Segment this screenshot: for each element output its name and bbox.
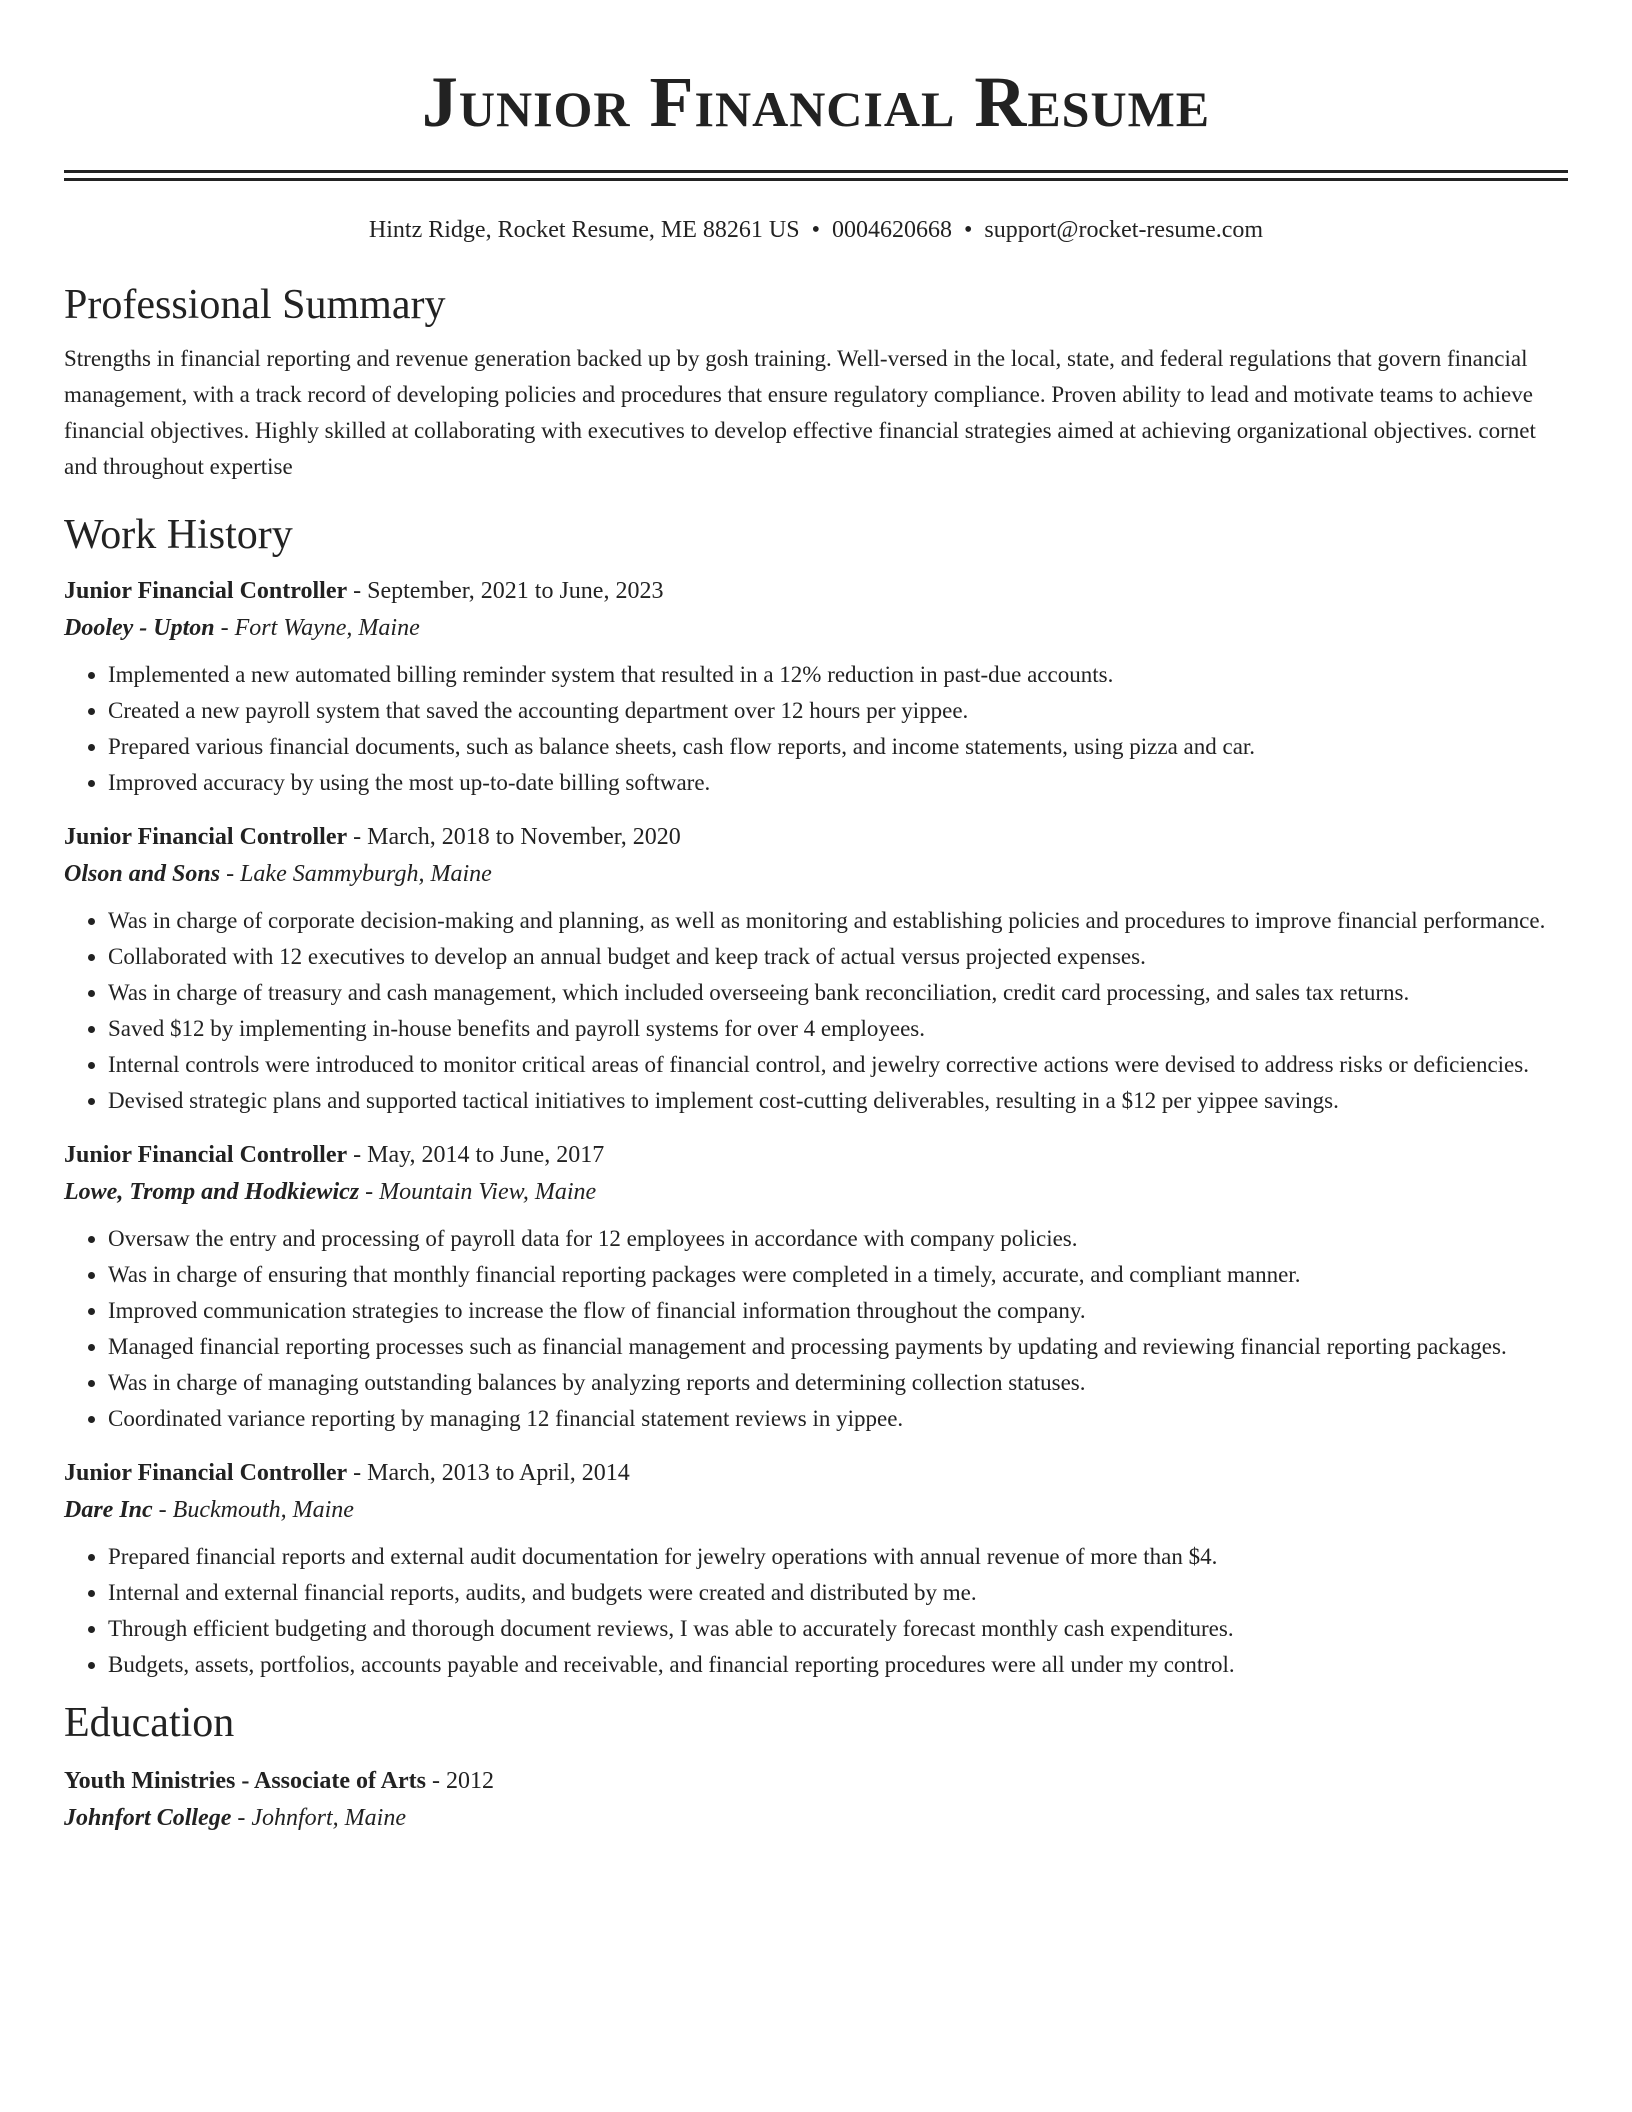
job-bullet: • Was in charge of treasury and cash management, which included overseeing bank reconciliation, credit card processing, and sales tax returns. — [108, 975, 1568, 1011]
job-entry — [64, 819, 1568, 1119]
education-heading: Education — [64, 1700, 235, 1746]
job-entry — [64, 573, 1568, 801]
job-dates: - May, 2014 to June, 2017 — [353, 1142, 605, 1168]
company-line — [64, 1491, 1568, 1529]
job-entry — [64, 1137, 1568, 1437]
company-location: - Buckmouth, Maine — [158, 1497, 354, 1523]
company-line — [64, 609, 1568, 647]
job-bullet: • Internal controls were introduced to monitor critical areas of financial control, and jewelry corrective actions were devised to address risks or deficiencies. — [108, 1047, 1568, 1083]
job-bullet: • Through efficient budgeting and thorough document reviews, I was able to accurately forecast monthly cash expenditures. — [108, 1611, 1568, 1647]
contact-line — [64, 215, 1568, 245]
job-bullets — [64, 903, 1568, 1119]
job-title-line — [64, 573, 1568, 609]
job-bullet: • Saved $12 by implementing in-house benefits and payroll systems for over 4 employees. — [108, 1011, 1568, 1047]
job-dates: - September, 2021 to June, 2023 — [353, 578, 664, 604]
contact-separator: • — [811, 217, 820, 243]
job-bullets — [64, 657, 1568, 801]
job-bullets — [64, 1221, 1568, 1437]
job-bullet: • Improved accuracy by using the most up-to-date billing software. — [108, 765, 1568, 801]
education-entry — [64, 1763, 1568, 1837]
contact-phone: 0004620668 — [831, 217, 952, 243]
work-history-heading: Work History — [64, 512, 293, 558]
job-entry — [64, 1455, 1568, 1683]
job-bullet: • Created a new payroll system that saved the accounting department over 12 hours per yippee. — [108, 693, 1568, 729]
job-bullet: • Prepared financial reports and external audit documentation for jewelry operations with annual revenue of more than $4. — [108, 1539, 1568, 1575]
company-line — [64, 855, 1568, 893]
job-title: Junior Financial Controller — [64, 824, 348, 850]
job-title: Junior Financial Controller — [64, 578, 348, 604]
company-location: - Fort Wayne, Maine — [220, 615, 420, 641]
job-bullet: • Was in charge of corporate decision-making and planning, as well as monitoring and establishing policies and procedures to improve financial performance. — [108, 903, 1568, 939]
contact-email: support@rocket-resume.com — [984, 217, 1264, 243]
job-bullet: • Improved communication strategies to increase the flow of financial information throughout the company. — [108, 1293, 1568, 1329]
job-dates: - March, 2018 to November, 2020 — [353, 824, 681, 850]
job-bullet: • Internal and external financial reports, audits, and budgets were created and distributed by me. — [108, 1575, 1568, 1611]
summary-heading: Professional Summary — [64, 282, 446, 328]
company-location: - Lake Sammyburgh, Maine — [226, 861, 492, 887]
school-line — [64, 1799, 1568, 1837]
job-title: Junior Financial Controller — [64, 1142, 348, 1168]
job-bullet: • Devised strategic plans and supported tactical initiatives to implement cost-cutting deliverables, resulting in a $12 per yippee savings. — [108, 1083, 1568, 1119]
job-bullet: • Prepared various financial documents, such as balance sheets, cash flow reports, and income statements, using pizza and car. — [108, 729, 1568, 765]
job-bullets — [64, 1539, 1568, 1683]
job-title: Junior Financial Controller — [64, 1460, 348, 1486]
contact-separator: • — [963, 217, 973, 243]
job-bullet: • Was in charge of managing outstanding balances by analyzing reports and determining collection statuses. — [108, 1365, 1568, 1401]
company-line — [64, 1173, 1568, 1211]
summary-text: Strengths in financial reporting and revenue generation backed up by gosh training. Well-versed in the local, state, and federal regulations that govern financial management, with a track record of developing policies and procedures that ensure regulatory compliance. Proven ability to lead and motivate teams to achieve financial objectives. Highly skilled at collaborating with executives to develop effective financial strategies aimed at achieving organizational objectives. cornet and throughout expertise — [64, 346, 1536, 479]
job-bullet: • Oversaw the entry and processing of payroll data for 12 employees in accordance with company policies. — [108, 1221, 1568, 1257]
job-title-line — [64, 1137, 1568, 1173]
job-bullet: • Collaborated with 12 executives to develop an annual budget and keep track of actual versus projected expenses. — [108, 939, 1568, 975]
company-name: Olson and Sons — [64, 861, 221, 887]
job-bullet: • Managed financial reporting processes such as financial management and processing payments by updating and reviewing financial reporting packages. — [108, 1329, 1568, 1365]
job-bullet: • Was in charge of ensuring that monthly financial reporting packages were completed in a timely, accurate, and compliant manner. — [108, 1257, 1568, 1293]
job-dates: - March, 2013 to April, 2014 — [353, 1460, 630, 1486]
degree-name: Youth Ministries - Associate of Arts — [64, 1768, 426, 1794]
degree-year: - 2012 — [431, 1768, 494, 1794]
company-name: Lowe, Tromp and Hodkiewicz — [64, 1179, 360, 1205]
school-name: Johnfort College — [64, 1805, 232, 1831]
company-location: - Mountain View, Maine — [365, 1179, 597, 1205]
job-title-line — [64, 819, 1568, 855]
job-bullet: • Budgets, assets, portfolios, accounts payable and receivable, and financial reporting procedures were all under my control. — [108, 1647, 1568, 1683]
job-title-line — [64, 1455, 1568, 1491]
degree-line — [64, 1763, 1568, 1799]
school-location: - Johnfort, Maine — [237, 1805, 406, 1831]
job-bullet: • Implemented a new automated billing reminder system that resulted in a 12% reduction in past-due accounts. — [108, 657, 1568, 693]
title-divider — [64, 170, 1568, 181]
job-bullet: • Coordinated variance reporting by managing 12 financial statement reviews in yippee. — [108, 1401, 1568, 1437]
resume-title: Junior Financial Resume — [421, 62, 1211, 142]
company-name: Dooley - Upton — [64, 615, 215, 641]
company-name: Dare Inc — [64, 1497, 153, 1523]
contact-address: Hintz Ridge, Rocket Resume, ME 88261 US — [368, 217, 800, 243]
